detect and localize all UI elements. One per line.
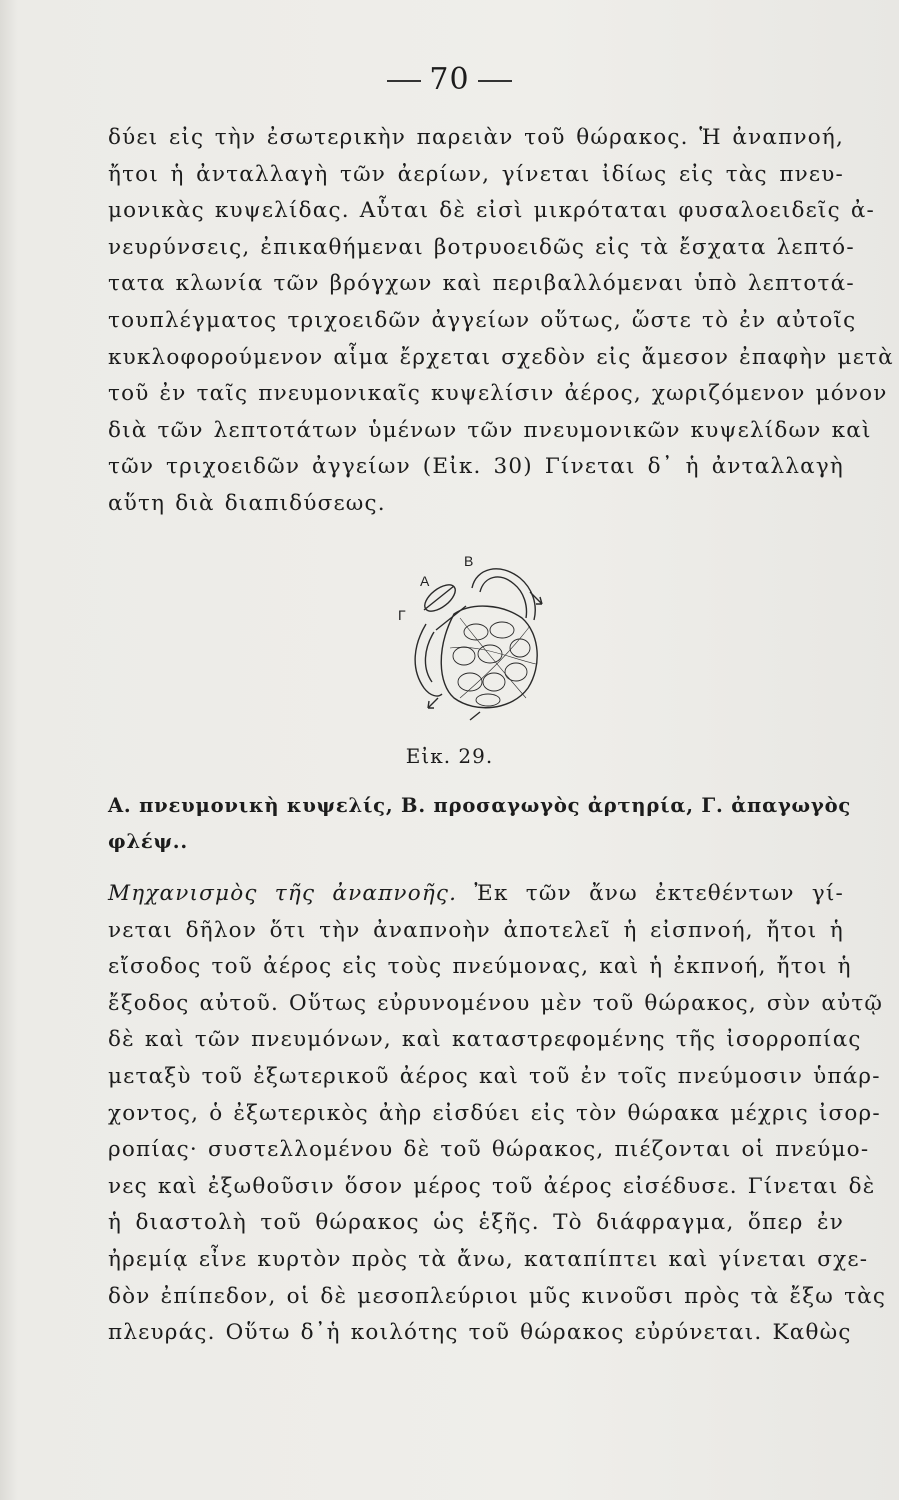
alveolus-illustration [380,548,560,738]
text-line: νες καὶ ἐξωθοῦσιν ὅσον μέρος τοῦ ἀέρος εἰσέδυσε. Γίνεται δὲ [108,1173,876,1199]
page-number: 70 [429,62,470,97]
flow-arrow-right [530,592,542,604]
legend-line: φλέψ.. [108,830,188,853]
header-dash-left [387,80,421,82]
paragraph-respiration [108,120,894,523]
text-line: νεται δῆλον ὅτι τὴν ἀναπνοὴν ἀποτελεῖ ἡ εἰσπνοή, ἤτοι ἡ [108,917,844,943]
text-line: τῶν τριχοειδῶν ἀγγείων (Εἰκ. 30) Γίνεται δ᾽ ἡ ἀνταλλαγὴ [108,454,844,480]
text-line: δύει εἰς τὴν ἐσωτερικὴν παρειὰν τοῦ θώρακος. Ἡ ἀναπνοή, [108,125,844,150]
paragraph-mechanism [108,876,887,1352]
label-g: Γ [398,607,406,623]
label-a: A [420,573,430,589]
artery-vessel-inner [480,577,527,618]
figure-caption: Εἰκ. 29. [405,744,494,768]
bronchiole-tube [424,586,466,630]
artery-vessel [472,569,535,620]
text-line: τοῦ ἐν ταῖς πνευμονικαῖς κυψελίσιν ἀέρος, χωριζόμενον μόνον [108,381,888,407]
text-line: τατα κλωνία τῶν βρόγχων καὶ περιβαλλόμεναι ὑπὸ λεπτοτά- [108,271,855,297]
figure-legend [108,788,852,860]
text-line: διὰ τῶν λεπτοτάτων ὑμένων τῶν πνευμονικῶν κυψελίδων καὶ [108,417,872,443]
text-line: εἴσοδος τοῦ ἀέρος εἰς τοὺς πνεύμονας, καὶ ἡ ἐκπνοή, ἤτοι ἡ [108,954,852,980]
section-heading: Μηχανισμὸς τῆς ἀναπνοῆς. [108,881,458,906]
text-line: ροπίας· συστελλομένου δὲ τοῦ θώρακος, πιέζονται οἱ πνεύμο- [108,1137,870,1163]
text-line: πλευράς. Οὕτω δ᾽ἡ κοιλότης τοῦ θώρακος εὐρύνεται. Καθὼς [108,1320,852,1346]
vein-vessel-inner [425,632,434,682]
text-line: δὸν ἐπίπεδον, οἱ δὲ μεσοπλεύριοι μῦς κινοῦσι πρὸς τὰ ἔξω τὰς [108,1283,887,1309]
text-line: ἠρεμίᾳ εἶνε κυρτὸν πρὸς τὰ ἄνω, καταπίπτει καὶ γίνεται σχε- [108,1246,869,1272]
text-line: κυκλοφορούμενον αἷμα ἔρχεται σχεδὸν εἰς ἄμεσον ἐπαφὴν μετὰ [108,344,894,370]
label-b: B [464,553,474,569]
text-line: νευρύνσεις, ἐπικαθήμεναι βοτρυοειδῶς εἰς τὰ ἔσχατα λεπτό- [108,234,855,260]
text-line: ἤτοι ἡ ἀνταλλαγὴ τῶν ἀερίων, γίνεται ἰδίως εἰς τὰς πνευ- [108,161,844,187]
text-line: δὲ καὶ τῶν πνευμόνων, καὶ καταστρεφομένης τῆς ἰσορροπίας [108,1027,862,1053]
text-line: μονικὰς κυψελίδας. Αὗται δὲ εἰσὶ μικρόταται φυσαλοειδεῖς ἀ- [108,198,876,224]
text-line: μεταξὺ τοῦ ἐξωτερικοῦ ἀέρος καὶ τοῦ ἐν τοῖς πνεύμοσιν ὑπάρ- [108,1063,881,1089]
vein-vessel [415,624,442,696]
header-dash-right [478,80,512,82]
page-header [0,62,899,97]
legend-line: Α. πνευμονικὴ κυψελίς, Β. προσαγωγὸς ἀρτηρία, Γ. ἀπαγωγὸς [108,794,852,817]
text-line-with-heading: Μηχανισμὸς τῆς ἀναπνοῆς. Ἐκ τῶν ἄνω ἐκτεθέντων γί- [108,881,844,906]
text-line: ἔξοδος αὐτοῦ. Οὕτως εὐρυνομένου μὲν τοῦ θώρακος, σὺν αὐτῷ [108,990,884,1016]
text-line: τουπλέγματος τριχοειδῶν ἀγγείων οὕτως, ὥστε τὸ ἐν αὐτοῖς [108,307,857,333]
flow-arrow-left [428,698,438,708]
flow-arrow-bottom [470,712,480,720]
text-line: αὕτη διὰ διαπιδύσεως. [108,490,386,516]
text-line: χοντος, ὁ ἐξωτερικὸς ἀὴρ εἰσδύει εἰς τὸν θώρακα μέχρις ἰσορ- [108,1100,881,1126]
text-line: ἡ διαστολὴ τοῦ θώρακος ὡς ἑξῆς. Τὸ διάφραγμα, ὅπερ ἐν [108,1210,844,1236]
